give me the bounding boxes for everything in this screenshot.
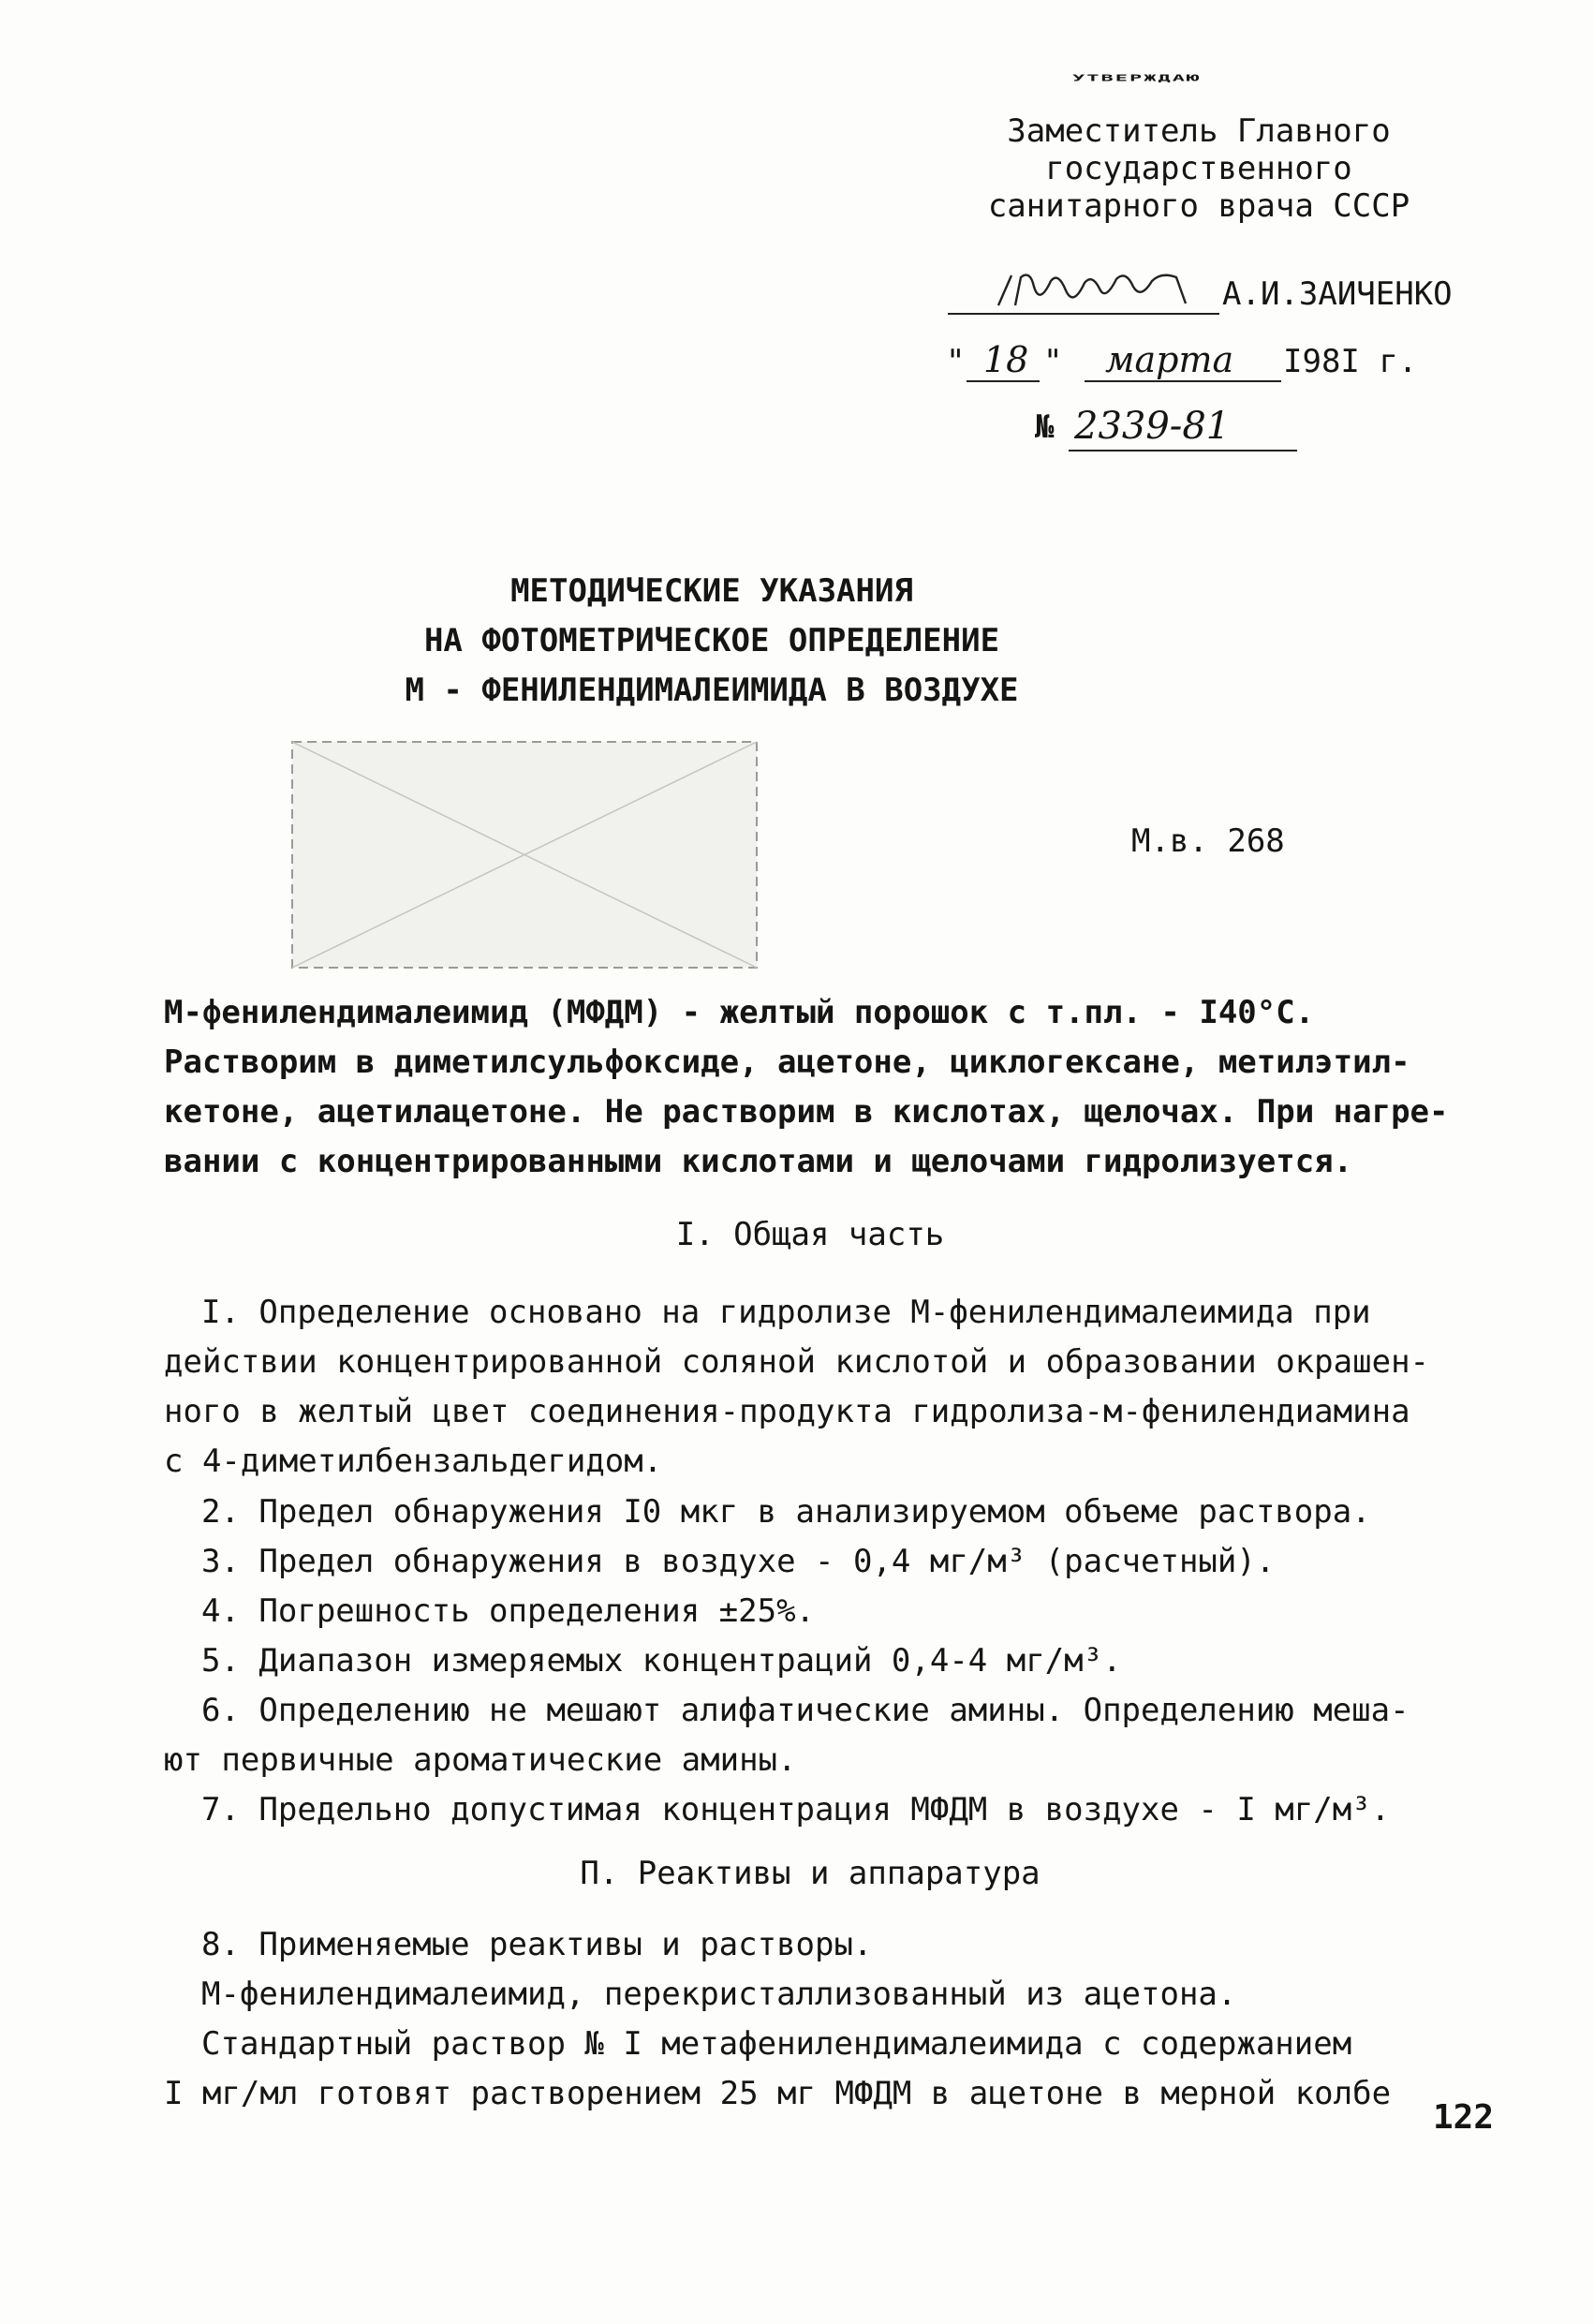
approval-stamp-top: УТВЕРЖДАЮ [1072,73,1202,84]
section-1-item-3: 3. Предел обнаружения в воздухе - 0,4 мг/м³ (расчетный). [201,1543,1276,1580]
number-label: № [1035,408,1055,446]
approval-line-2: государственного [1045,150,1352,187]
section-2-heading: П. Реактивы и аппаратура [580,1855,1041,1892]
date-day-underline [967,380,1040,382]
date-quote-open: " [946,343,966,380]
page-number: 122 [1433,2098,1495,2137]
approval-number-row [1035,405,1372,457]
section-1-item-4: 4. Погрешность определения ±25%. [201,1592,816,1630]
intro-paragraph [164,988,1456,1187]
date-month: марта [1105,339,1234,380]
approval-number: 2339-81 [1074,405,1231,448]
structure-placeholder [290,740,759,970]
date-quote-close: " [1043,343,1063,380]
item-1-line: действии концентрированной соляной кислотой и образовании окрашен- [164,1343,1430,1381]
approval-line-1: Заместитель Главного [1007,112,1391,150]
number-underline [1069,450,1297,451]
date-day: 18 [983,339,1029,380]
item-6-line: ют первичные ароматические амины. [164,1741,797,1779]
section-1-heading: I. Общая часть [675,1216,945,1253]
date-year: I98I г. [1283,343,1418,380]
handwritten-signature [993,268,1218,315]
title-line-2: НА ФОТОМЕТРИЧЕСКОЕ ОПРЕДЕЛЕНИЕ [423,622,1000,659]
date-month-underline [1085,380,1281,382]
intro-line: Растворим в диметилсульфоксиде, ацетоне, циклогексане, метилэтил- [164,1044,1410,1081]
item-1-line: I. Определение основано на гидролизе М-фенилендималеимида при [201,1294,1371,1331]
intro-line: М-фенилендималеимид (МФДМ) - желтый порошок с т.пл. - I40°С. [164,994,1315,1031]
section-1-item-2: 2. Предел обнаружения I0 мкг в анализируемом объеме раствора. [201,1493,1371,1531]
signatory-name: А.И.ЗАИЧЕНКО [1222,275,1453,313]
approval-block [937,112,1461,225]
section-1-item-1 [164,1288,1456,1487]
intro-line: вании с концентрированными кислотами и щелочами гидролизуется. [164,1143,1353,1180]
molecular-weight: М.в. 268 [1131,822,1285,860]
approval-line-3: санитарного врача СССР [987,187,1410,225]
section-2-item-8: 8. Применяемые реактивы и растворы. [201,1926,873,1963]
item-1-line: ного в желтый цвет соединения-продукта гидролиза-м-фенилендиамина [164,1393,1410,1430]
section-1-item-6 [164,1686,1456,1785]
item-1-line: с 4-диметилбензальдегидом. [164,1443,663,1480]
section-2-line-a: М-фенилендималеимид, перекристаллизованный из ацетона. [201,1976,1237,2013]
approval-date-row [946,339,1470,388]
section-1-item-7: 7. Предельно допустимая концентрация МФДМ в воздухе - I мг/м³. [201,1791,1391,1828]
document-title [281,567,1143,716]
item-6-line: 6. Определению не мешают алифатические амины. Определению меша- [201,1692,1410,1729]
intro-line: кетоне, ацетилацетоне. Не растворим в кислотах, щелочах. При нагре- [164,1093,1449,1131]
signature-row [937,274,1461,318]
title-line-3: М - ФЕНИЛЕНДИМАЛЕИМИДА В ВОЗДУХЕ [405,672,1019,709]
title-line-1: МЕТОДИЧЕСКИЕ УКАЗАНИЯ [510,572,913,610]
section-1-item-5: 5. Диапазон измеряемых концентраций 0,4-4 мг/м³. [201,1642,1122,1680]
section-2-line-b: Стандартный раствор № I метафенилендималеимида с содержанием [201,2025,1352,2063]
section-2-line-c: I мг/мл готовят растворением 25 мг МФДМ в ацетоне в мерной колбе [164,2075,1392,2112]
